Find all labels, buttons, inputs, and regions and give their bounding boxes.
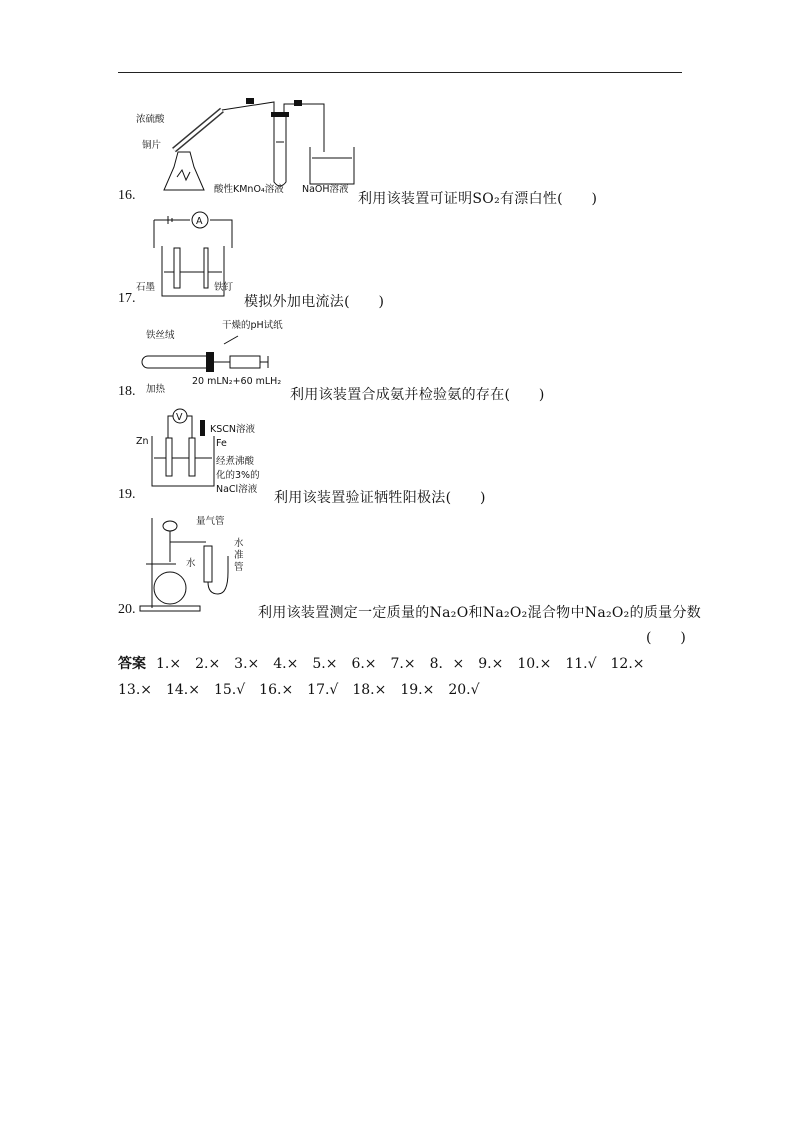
label-level-tube-2: 准 [234, 550, 244, 561]
label-level-tube-3: 管 [234, 562, 244, 573]
question-number: 17. [118, 291, 136, 306]
answer-line-1 [118, 653, 645, 673]
question-statement: 利用该装置测定一定质量的Na₂O和Na₂O₂混合物中Na₂O₂的质量分数 [258, 605, 702, 621]
label-heat: 加热 [146, 384, 166, 395]
gas-measure-figure [136, 512, 248, 614]
label-copper: 铜片 [142, 140, 162, 151]
label-solution-2: 化的3%的 [216, 470, 260, 481]
label-graphite: 石墨 [136, 282, 156, 293]
question-number: 18. [118, 384, 136, 399]
so2-apparatus-figure [134, 92, 360, 200]
question-number: 20. [118, 602, 136, 617]
label-kmno4: 酸性KMnO₄溶液 [214, 184, 284, 195]
answer-values-1: 1.× 2.× 3.× 4.× 5.× 6.× 7.× 8．× 9.× 10.× 11.√ 12.× [156, 656, 645, 672]
header-rule [118, 72, 682, 73]
answer-line-2 [118, 679, 480, 699]
label-solution-3: NaCl溶液 [216, 484, 258, 495]
question-number: 16. [118, 188, 136, 203]
question-statement: 利用该装置合成氨并检验氨的存在( ) [290, 387, 545, 403]
label-kscn: KSCN溶液 [210, 424, 255, 435]
answer-values-2: 13.× 14.× 15.√ 16.× 17.√ 18.× 19.× 20.√ [118, 682, 480, 698]
label-solution-1: 经煮沸酸 [216, 456, 255, 467]
label-fe: Fe [216, 438, 227, 449]
electrolysis-figure [134, 210, 244, 302]
label-water: 水 [186, 558, 196, 569]
label-acid: 浓硫酸 [136, 114, 165, 125]
question-statement: 利用该装置验证牺牲阳极法( ) [274, 490, 486, 506]
ammonia-apparatus-figure [134, 316, 292, 396]
label-ph-paper: 干燥的pH试纸 [222, 320, 283, 331]
label-wool: 铁丝绒 [146, 330, 175, 341]
label-naoh: NaOH溶液 [302, 184, 349, 195]
label-gas-mix: 20 mLN₂+60 mLH₂ [192, 376, 282, 387]
question-statement: 模拟外加电流法( ) [244, 294, 385, 310]
label-nail: 铁钉 [214, 282, 234, 293]
question-statement: 利用该装置可证明SO₂有漂白性( ) [358, 191, 598, 207]
question-number: 19. [118, 487, 136, 502]
sacrificial-anode-figure [134, 406, 274, 500]
answer-label: 答案 [118, 656, 146, 672]
ammeter-icon: A [196, 216, 203, 227]
voltmeter-icon: V [176, 412, 183, 423]
label-gas-tube: 量气管 [196, 516, 225, 527]
label-level-tube-1: 水 [234, 538, 244, 549]
label-zn: Zn [136, 436, 149, 447]
answer-bracket: ( ) [646, 630, 687, 646]
